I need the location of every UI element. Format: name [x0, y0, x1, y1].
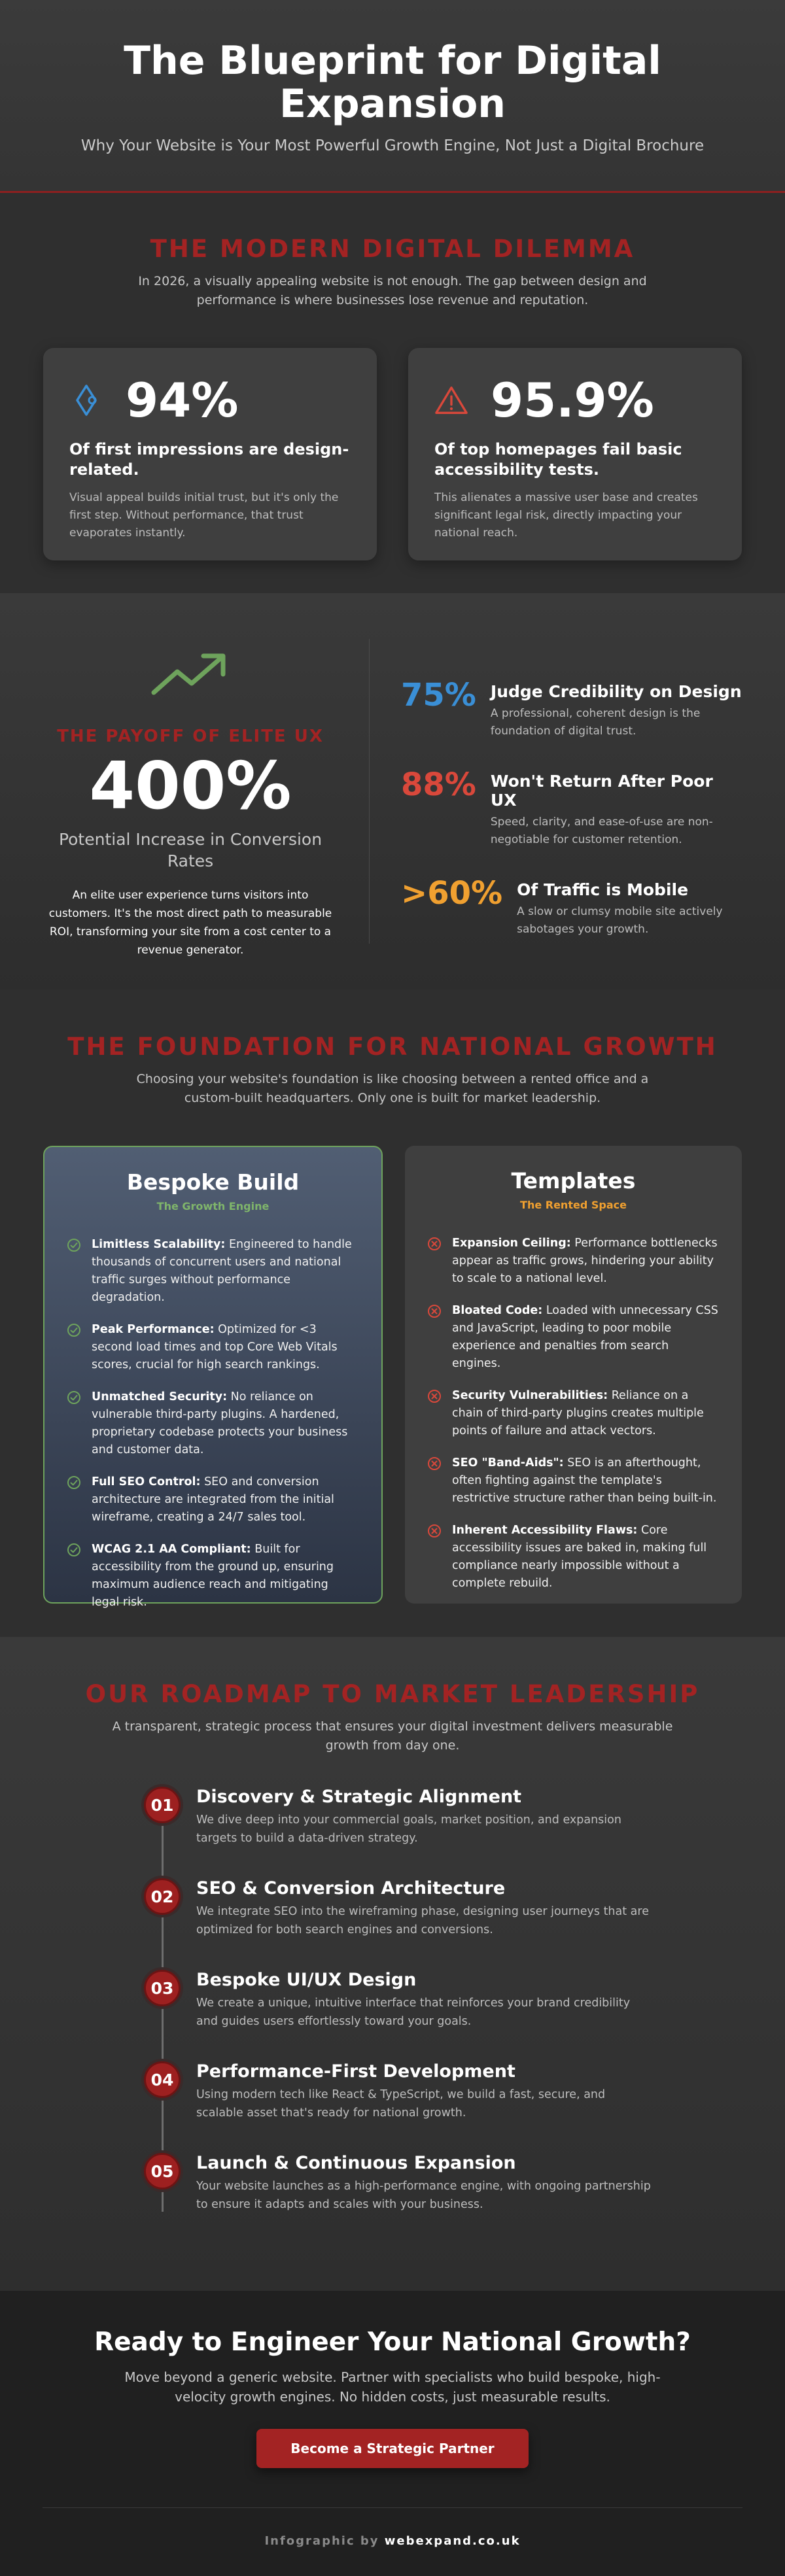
- metric-title: Of Traffic is Mobile: [517, 880, 689, 899]
- item-text: [452, 1387, 720, 1440]
- roadmap-step: [144, 1787, 667, 1878]
- metric-description: A professional, coherent design is the foundation of digital trust.: [490, 707, 701, 738]
- item-body: Built for accessibility from the ground up, ensuring maximum audience reach and mitigating legal risk.: [92, 1543, 334, 1609]
- warning-icon: [434, 383, 468, 417]
- check-circle-icon: [67, 1238, 82, 1307]
- step-description: Using modern tech like React & TypeScript, we build a fast, secure, and scalable asset that's ready for national growth.: [196, 2088, 606, 2120]
- roi-section: [0, 593, 785, 989]
- item-text: [92, 1321, 359, 1374]
- metric-title: Won't Return After Poor UX: [490, 772, 713, 810]
- item-text: [92, 1388, 359, 1459]
- roi-metrics: [401, 593, 742, 989]
- roi-value: 400%: [89, 747, 292, 824]
- x-circle-icon: [427, 1524, 443, 1592]
- check-circle-icon: [67, 1323, 82, 1374]
- divider: [369, 639, 370, 944]
- x-circle-icon: [427, 1456, 443, 1507]
- template-item: [427, 1235, 720, 1288]
- credit-site-link[interactable]: webexpand.co.uk: [384, 2534, 521, 2548]
- x-circle-icon: [427, 1389, 443, 1440]
- roadmap-timeline: [144, 1787, 667, 2244]
- credit-prefix: Infographic by: [264, 2534, 385, 2548]
- item-body: Optimized for <3 second load times and top Core Web Vitals scores, crucial for high search rankings.: [92, 1323, 338, 1371]
- x-circle-icon: [427, 1304, 443, 1373]
- item-body: Core accessibility issues are baked in, making full compliance nearly impossible without a complete rebuild.: [452, 1524, 707, 1590]
- dilemma-title: THE MODERN DIGITAL DILEMMA: [150, 235, 635, 263]
- item-body: Reliance on a chain of third-party plugins creates multiple points of failure and attack vectors.: [452, 1389, 704, 1437]
- step-title: SEO & Conversion Architecture: [196, 1878, 506, 1898]
- check-circle-icon: [67, 1390, 82, 1459]
- foundation-section: [0, 989, 785, 1637]
- item-label: SEO "Band-Aids":: [452, 1456, 564, 1469]
- check-circle-icon: [67, 1475, 82, 1526]
- dilemma-description: In 2026, a visually appealing website is not enough. The gap between design and performance is where businesses lose revenue and reputation.: [138, 274, 647, 307]
- footer-divider: [43, 2507, 742, 2508]
- roadmap-title: OUR ROADMAP TO MARKET LEADERSHIP: [85, 1680, 700, 1708]
- item-label: WCAG 2.1 AA Compliant:: [92, 1543, 251, 1556]
- roadmap-section: [0, 1637, 785, 2291]
- item-label: Expansion Ceiling:: [452, 1237, 571, 1250]
- stat-heading: Of first impressions are design-related.: [69, 440, 349, 479]
- diamond-icon: [69, 383, 103, 417]
- roi-eyebrow: THE PAYOFF OF ELITE UX: [57, 727, 324, 746]
- roi-caption: Potential Increase in Conversion Rates: [58, 830, 323, 870]
- step-number: 01: [144, 1787, 181, 1823]
- template-item: [427, 1387, 720, 1440]
- bespoke-item: [67, 1473, 359, 1526]
- metric-value: 75%: [401, 677, 476, 713]
- step-description: We integrate SEO into the wireframing phase, designing user journeys that are optimized for both search engines and conversions.: [196, 1905, 649, 1936]
- stat-card-first-impressions: [43, 348, 377, 560]
- become-partner-button[interactable]: Become a Strategic Partner: [256, 2429, 528, 2468]
- step-number: 05: [144, 2153, 181, 2190]
- roi-description: An elite user experience turns visitors into customers. It's the most direct path to measurable ROI, transforming your site from a cost center to a revenue generator.: [48, 889, 332, 957]
- roadmap-step: [144, 1970, 667, 2061]
- cta-title: Ready to Engineer Your National Growth?: [94, 2327, 691, 2357]
- item-text: [452, 1235, 720, 1288]
- cta-section: [0, 2291, 785, 2576]
- templates-subtitle: The Rented Space: [520, 1199, 627, 1211]
- check-circle-icon: [67, 1543, 82, 1611]
- template-item: [427, 1302, 720, 1373]
- template-item: [427, 1522, 720, 1592]
- bespoke-title: Bespoke Build: [126, 1169, 300, 1195]
- item-body: Engineered to handle thousands of concurrent users and national traffic surges without performance degradation.: [92, 1238, 352, 1304]
- templates-title: Templates: [511, 1168, 636, 1194]
- roadmap-step: [144, 2153, 667, 2244]
- metric-title: Judge Credibility on Design: [490, 682, 742, 701]
- item-text: [452, 1522, 720, 1592]
- step-number: 04: [144, 2061, 181, 2098]
- item-text: [452, 1302, 720, 1373]
- stat-heading: Of top homepages fail basic accessibility tests.: [434, 440, 682, 479]
- item-text: [92, 1541, 359, 1611]
- item-text: [452, 1454, 720, 1507]
- foundation-title: THE FOUNDATION FOR NATIONAL GROWTH: [67, 1033, 718, 1061]
- roadmap-description: A transparent, strategic process that ensures your digital investment delivers measurable growth from day one.: [112, 1719, 673, 1753]
- trend-up-icon: [151, 688, 230, 700]
- bespoke-item: [67, 1388, 359, 1459]
- item-label: Inherent Accessibility Flaws:: [452, 1524, 638, 1537]
- item-body: No reliance on vulnerable third-party plugins. A hardened, proprietary codebase protects your business and customer data.: [92, 1390, 348, 1456]
- template-item: [427, 1454, 720, 1507]
- stat-cards: [43, 348, 742, 560]
- foundation-description: Choosing your website's foundation is like choosing between a rented office and a custom-built headquarters. Only one is built for market leadership.: [136, 1072, 649, 1105]
- stat-value: 95.9%: [491, 373, 654, 428]
- metric-item: [401, 766, 742, 849]
- cta-description: Move beyond a generic website. Partner with specialists who build bespoke, high-velocity growth engines. No hidden costs, just measurable results.: [124, 2369, 661, 2405]
- bespoke-subtitle: The Growth Engine: [156, 1200, 270, 1212]
- item-text: [92, 1473, 359, 1526]
- bespoke-column: [43, 1146, 383, 1609]
- item-label: Security Vulnerabilities:: [452, 1389, 608, 1402]
- item-label: Bloated Code:: [452, 1304, 543, 1317]
- bespoke-item: [67, 1321, 359, 1374]
- step-title: Bespoke UI/UX Design: [196, 1970, 417, 1990]
- stat-body: This alienates a massive user base and creates significant legal risk, directly impacting your national reach.: [434, 491, 698, 540]
- item-text: [92, 1236, 359, 1307]
- metric-description: Speed, clarity, and ease-of-use are non-negotiable for customer retention.: [490, 816, 713, 846]
- comparison: [43, 1146, 742, 1609]
- step-number: 02: [144, 1878, 181, 1915]
- item-body: Loaded with unnecessary CSS and JavaScript, leading to poor mobile experience and penalties from search engines.: [452, 1304, 718, 1370]
- item-body: SEO and conversion architecture are integrated from the initial wireframe, creating a 24/7 sales tool.: [92, 1475, 334, 1524]
- bespoke-item: [67, 1541, 359, 1611]
- roadmap-step: [144, 2061, 667, 2153]
- step-number: 03: [144, 1970, 181, 2006]
- step-description: We create a unique, intuitive interface that reinforces your brand credibility and guides users effortlessly toward your goals.: [196, 1997, 631, 2028]
- metric-item: [401, 875, 742, 938]
- metric-item: [401, 677, 742, 740]
- bespoke-item: [67, 1236, 359, 1307]
- metric-value: 88%: [401, 766, 476, 803]
- metric-value: >60%: [401, 875, 503, 912]
- metric-description: A slow or clumsy mobile site actively sabotages your growth.: [517, 905, 723, 936]
- dilemma-section: [0, 193, 785, 593]
- item-body: SEO is an afterthought, often fighting against the template's restrictive structure rather than being built-in.: [452, 1456, 717, 1505]
- stat-card-accessibility: [408, 348, 742, 560]
- credit-line: [0, 2534, 785, 2548]
- stat-body: Visual appeal builds initial trust, but it's only the first step. Without performance, that trust evaporates instantly.: [69, 491, 339, 540]
- step-description: Your website launches as a high-performance engine, with ongoing partnership to ensure it adapts and scales with your business.: [196, 2180, 651, 2211]
- item-label: Peak Performance:: [92, 1323, 215, 1336]
- hero-section: [0, 0, 785, 193]
- page-title: The Blueprint for Digital Expansion: [124, 38, 661, 127]
- templates-list: [427, 1235, 720, 1592]
- step-title: Performance-First Development: [196, 2061, 515, 2082]
- templates-column: [405, 1146, 742, 1604]
- bespoke-list: [67, 1236, 359, 1611]
- step-title: Launch & Continuous Expansion: [196, 2153, 516, 2173]
- item-label: Limitless Scalability:: [92, 1238, 226, 1251]
- roi-highlight: [43, 593, 338, 989]
- page-subtitle: Why Your Website is Your Most Powerful Growth Engine, Not Just a Digital Brochure: [80, 137, 705, 154]
- item-body: Performance bottlenecks appear as traffic grows, hindering your ability to scale to a national level.: [452, 1237, 718, 1285]
- item-label: Full SEO Control:: [92, 1475, 201, 1488]
- roadmap-step: [144, 1878, 667, 1970]
- stat-value: 94%: [126, 373, 239, 428]
- step-title: Discovery & Strategic Alignment: [196, 1787, 522, 1807]
- item-label: Unmatched Security:: [92, 1390, 228, 1403]
- step-description: We dive deep into your commercial goals, market position, and expansion targets to build a data-driven strategy.: [196, 1813, 621, 1845]
- x-circle-icon: [427, 1237, 443, 1288]
